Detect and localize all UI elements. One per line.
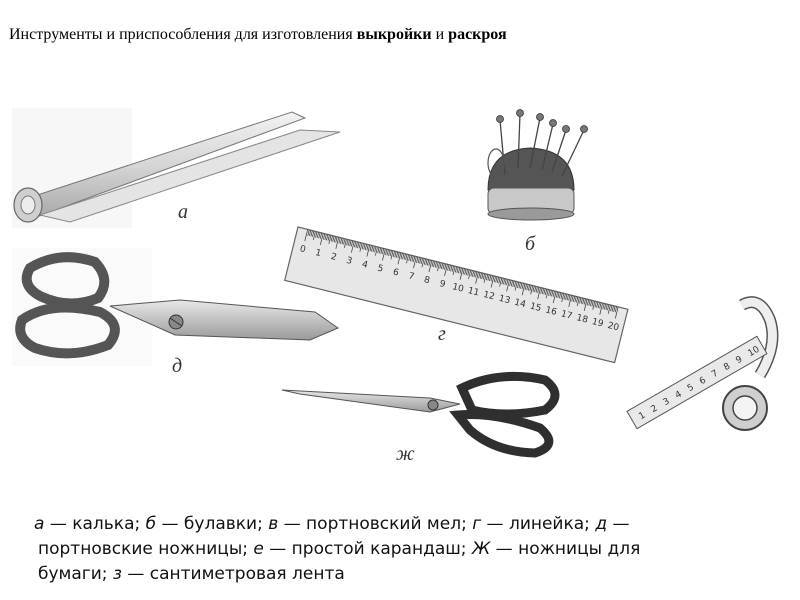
label-a: а (178, 201, 188, 223)
tape-number: 8 (722, 361, 733, 374)
ruler-number: 14 (513, 297, 527, 311)
caption-text: — простой карандаш; (263, 539, 472, 559)
caption-text: — портновский мел; (278, 514, 473, 534)
label-d: д (172, 355, 183, 377)
pin-cushion (488, 110, 588, 221)
caption-letter-a: а (34, 514, 45, 534)
ruler-number: 1 (314, 248, 323, 260)
ruler-number: 11 (466, 286, 481, 299)
ruler-number: 5 (376, 263, 385, 275)
title-bold-pattern: выкройки (356, 26, 432, 43)
ruler (285, 227, 628, 363)
caption-text: — булавки; (156, 514, 269, 534)
tape-number: 5 (685, 382, 696, 395)
tape-number: 9 (734, 354, 745, 367)
ruler-number: 16 (544, 305, 558, 318)
paper-scissors (282, 376, 555, 453)
ruler-number: 19 (590, 317, 605, 330)
ruler-number: 0 (298, 244, 307, 256)
label-g: г (438, 323, 446, 345)
tape-number: 1 (637, 410, 648, 423)
tools-illustration (0, 95, 800, 470)
caption-text: — сантиметровая лента (121, 564, 345, 584)
caption-letter-v: в (268, 514, 279, 534)
tape-number: 4 (673, 389, 684, 402)
caption-letter-b: б (145, 514, 157, 534)
caption-text: бумаги; (38, 564, 113, 584)
ruler-number: 3 (345, 255, 354, 267)
ruler-number: 8 (422, 275, 431, 287)
ruler-number: 17 (559, 309, 574, 322)
title-bold-cutting: раскроя (448, 26, 507, 43)
tape-number: 2 (649, 403, 660, 416)
caption-line-1 (34, 512, 764, 537)
caption-line-3 (34, 562, 764, 587)
caption-text: — ножницы для (490, 539, 641, 559)
ruler-number: 13 (497, 293, 512, 307)
tape-number: 10 (746, 344, 762, 360)
ruler-number: 9 (438, 279, 447, 291)
ruler-number: 2 (329, 251, 338, 264)
ruler-number: 10 (451, 282, 465, 295)
ruler-number: 15 (528, 301, 543, 315)
caption-text: — (607, 514, 630, 534)
caption-letter-g: г (472, 514, 482, 534)
title-conjunction: и (431, 26, 449, 43)
caption-text: — линейка; (481, 514, 596, 534)
figure-caption (34, 512, 764, 587)
tape-number: 7 (710, 368, 721, 381)
tape-number: 6 (698, 375, 709, 388)
tape-number: 3 (661, 396, 672, 409)
caption-line-2 (34, 537, 764, 562)
ruler-number: 4 (360, 259, 369, 271)
caption-letter-e: е (253, 539, 264, 559)
measuring-tape (627, 302, 772, 430)
ruler-number: 12 (482, 290, 496, 303)
ruler-number: 7 (407, 271, 416, 283)
ruler-number: 20 (606, 320, 620, 334)
caption-letter-d: д (595, 514, 608, 534)
caption-text: — калька; (44, 514, 146, 534)
ruler-number: 6 (391, 267, 400, 279)
label-zh: ж (396, 443, 415, 465)
title-text: Инструменты и приспособления для изготовления (9, 26, 357, 43)
label-b: б (525, 233, 536, 255)
caption-text: портновские ножницы; (38, 539, 254, 559)
caption-letter-z: з (112, 564, 122, 584)
ruler-number: 18 (575, 313, 589, 326)
caption-letter-zh: Ж (471, 539, 491, 559)
tracing-paper-roll (12, 108, 340, 228)
slide-title (9, 26, 507, 44)
